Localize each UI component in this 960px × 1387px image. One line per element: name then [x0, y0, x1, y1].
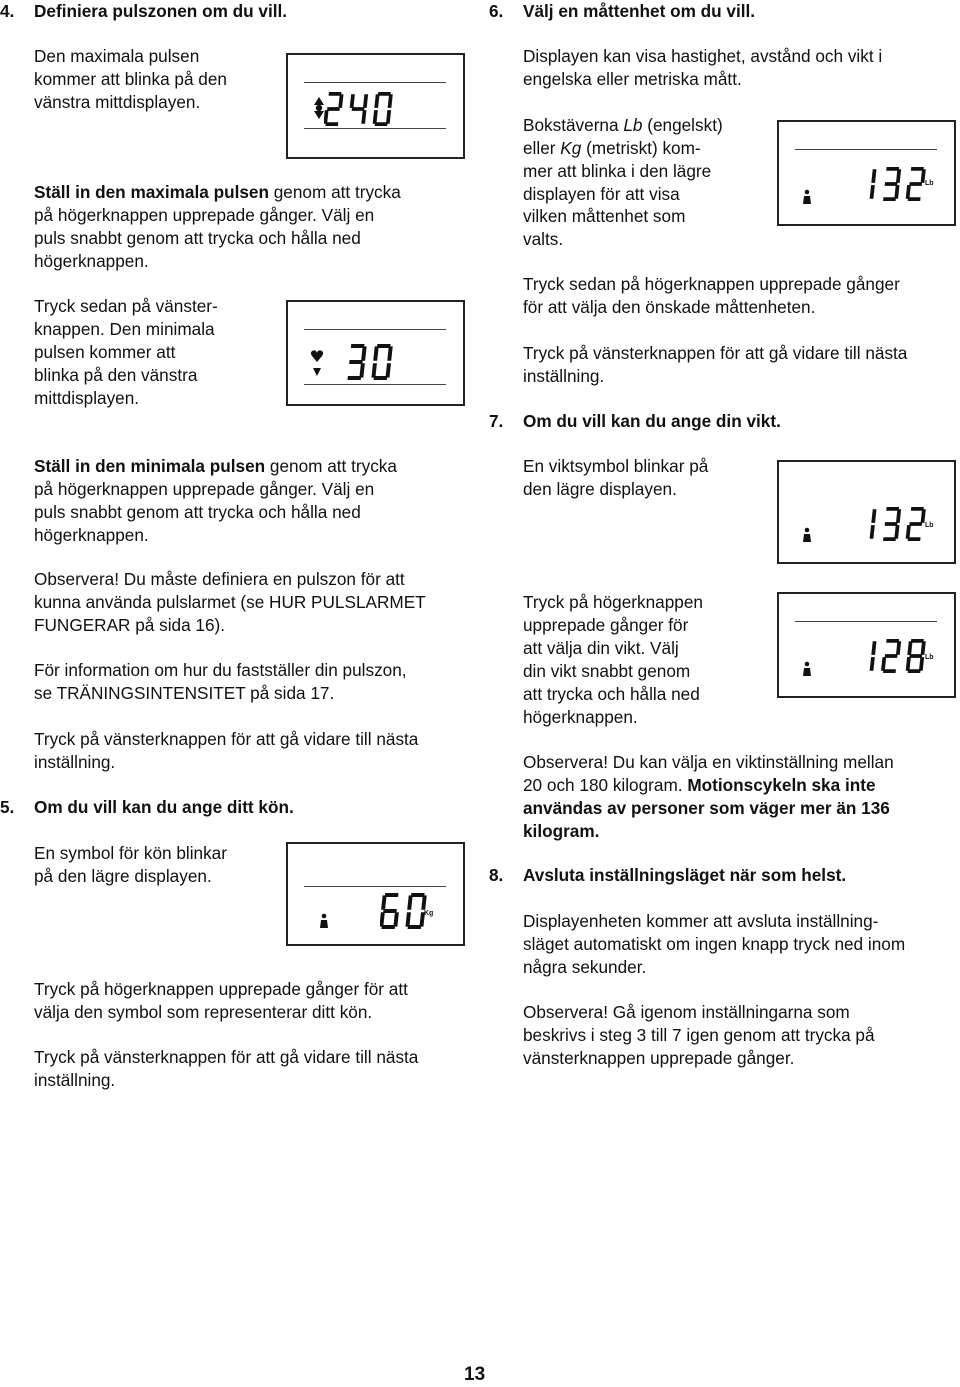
text-line: Tryck på vänsterknappen för att gå vidare till nästa [523, 343, 908, 363]
digits [324, 91, 395, 127]
text-line: kommer att blinka på den [34, 69, 227, 89]
bold-phrase: Motionscykeln ska inte [687, 775, 876, 795]
text-line: puls snabbt genom att trycka och hålla ned [34, 502, 361, 522]
segment [350, 94, 355, 108]
segment [393, 912, 398, 926]
bold-phrase: Ställ in den maximala pulsen [34, 182, 269, 202]
segment [386, 110, 391, 124]
text-line: För information om hur du fastställer din pulszon, [34, 660, 407, 680]
segment [907, 641, 912, 655]
step-heading: Välj en måttenhet om du vill. [523, 1, 756, 21]
text-line: användas av personer som väger mer än 136 [523, 798, 890, 818]
text-line: displayen för att visa [523, 184, 680, 204]
segment [908, 197, 921, 201]
page-number: 13 [464, 1364, 486, 1385]
segment [871, 169, 876, 183]
segment [349, 360, 363, 364]
text-line: se TRÄNINGSINTENSITET på sida 17. [34, 683, 335, 703]
segment [373, 110, 378, 124]
segment [388, 94, 393, 108]
step-number: 5. [0, 797, 15, 817]
text-span: genom att trycka [265, 456, 397, 476]
segment [911, 507, 924, 511]
segment [405, 912, 410, 926]
digits [857, 638, 928, 674]
segment [921, 509, 926, 523]
segment [383, 909, 397, 913]
unit-label: Lb [925, 654, 934, 661]
text-span: genom att trycka [268, 182, 401, 202]
digit-4 [348, 94, 368, 124]
segment [347, 376, 361, 380]
text-line [34, 181, 401, 204]
text-line: En viktsymbol blinkar på [523, 456, 709, 476]
segment [374, 376, 388, 380]
text-line: att trycka och hålla ned [523, 684, 700, 704]
segment [375, 122, 388, 126]
segment [870, 185, 875, 199]
digit-1 [870, 509, 877, 539]
digit-2 [881, 639, 902, 673]
segment [883, 669, 896, 673]
segment [909, 522, 922, 526]
segment [373, 346, 378, 360]
segment [338, 94, 343, 108]
unit-label: Lb [925, 522, 934, 529]
digits [346, 343, 395, 381]
console-display-gender [286, 842, 465, 946]
text-line: den lägre displayen. [523, 479, 677, 499]
segment [883, 197, 896, 201]
segment [359, 363, 364, 377]
unit-label: Lb [925, 180, 934, 187]
text-line: vilken måttenhet som [523, 206, 686, 226]
text-line: att välja din vikt. Välj [523, 638, 679, 658]
segment [885, 522, 898, 526]
step-heading: Definiera pulszonen om du vill. [34, 1, 288, 21]
digit-1 [870, 169, 877, 199]
segment [885, 654, 898, 658]
segment [380, 912, 385, 926]
segment [894, 185, 899, 199]
digit-1 [870, 641, 877, 671]
digit-2 [324, 92, 344, 126]
digit-3 [883, 507, 901, 541]
step-number: 6. [489, 1, 504, 21]
digit-0 [371, 344, 393, 380]
text-line: din vikt snabbt genom [523, 661, 691, 681]
segment [408, 925, 422, 929]
segment [909, 182, 922, 186]
digit-3 [883, 167, 901, 201]
segment [421, 895, 426, 909]
segment [870, 657, 875, 671]
segment [387, 346, 392, 360]
unit-abbrev: Lb [623, 115, 643, 135]
text-line: inställning. [34, 1070, 116, 1090]
text-line: mittdisplayen. [34, 388, 140, 408]
text-line: inställning. [34, 752, 116, 772]
segment [871, 641, 876, 655]
bold-phrase: Ställ in den minimala pulsen [34, 456, 266, 476]
text-span: 20 och 180 kilogram. [523, 775, 688, 795]
text-line: Tryck sedan på vänster- [34, 296, 218, 316]
text-line: inställning. [523, 366, 605, 386]
segment [352, 107, 365, 111]
segment [906, 657, 911, 671]
segment [911, 167, 924, 171]
person-icon [803, 662, 811, 676]
segment [361, 110, 366, 124]
unit-label: Kg [424, 910, 434, 917]
text-line: välja den symbol som representerar ditt kön. [34, 1002, 373, 1022]
digits [380, 892, 429, 930]
text-line: högerknappen. [523, 707, 638, 727]
console-display-weight-value [777, 592, 956, 698]
segment [363, 94, 368, 108]
text-line: högerknappen. [34, 525, 149, 545]
text-line: Tryck på högerknappen upprepade gånger för att [34, 979, 408, 999]
text-line: på den lägre displayen. [34, 866, 212, 886]
text-line: pulsen kommer att [34, 342, 176, 362]
text-line: En symbol för kön blinkar [34, 843, 227, 863]
text-line [34, 455, 397, 478]
text-line: Tryck sedan på högerknappen upprepade gånger [523, 274, 900, 294]
segment [324, 110, 329, 124]
text-line: Tryck på vänsterknappen för att gå vidare till nästa [34, 729, 419, 749]
text-line: kilogram. [523, 821, 600, 841]
segment [906, 185, 911, 199]
segment [327, 107, 340, 111]
segment [911, 639, 924, 643]
text-line: Tryck på högerknappen [523, 592, 703, 612]
segment [896, 169, 901, 183]
text-line: kunna använda pulslarmet (se HUR PULSLARMET [34, 592, 426, 612]
text-line: Observera! Gå igenom inställningarna som [523, 1002, 850, 1022]
segment [886, 507, 899, 511]
segment [870, 525, 875, 539]
step-number: 7. [489, 411, 504, 431]
segment [329, 92, 342, 96]
segment [896, 509, 901, 523]
text-line: knappen. Den minimala [34, 319, 215, 339]
segment [919, 657, 924, 671]
heart-arrow-icon [314, 97, 324, 119]
text-line: Tryck på vänsterknappen för att gå vidare till nästa [34, 1047, 419, 1067]
text-line: beskrivs i steg 3 till 7 igen genom att trycka på [523, 1025, 875, 1045]
segment [411, 893, 425, 897]
text-line: Den maximala pulsen [34, 46, 200, 66]
text-line: några sekunder. [523, 957, 647, 977]
text-line: blinka på den vänstra [34, 365, 198, 385]
text-line: Displayenheten kommer att avsluta inställning- [523, 911, 879, 931]
segment [906, 525, 911, 539]
segment [381, 895, 386, 909]
digit-2 [905, 167, 926, 201]
console-display-max-pulse [286, 53, 465, 159]
step-number: 8. [489, 865, 504, 885]
display-graphics [288, 844, 463, 944]
text-span: Bokstäverna [523, 115, 624, 135]
segment [381, 925, 395, 929]
text-line: mer att blinka i den lägre [523, 161, 712, 181]
segment [883, 537, 896, 541]
text-line: upprepade gånger för [523, 615, 689, 635]
text-line: engelska eller metriska mått. [523, 69, 742, 89]
console-display-unit [777, 120, 956, 226]
step-heading: Om du vill kan du ange din vikt. [523, 411, 781, 431]
step-number: 4. [0, 1, 15, 21]
digit-2 [905, 507, 926, 541]
digit-8 [905, 639, 926, 673]
text-span: (metriskt) kom- [581, 138, 701, 158]
segment [921, 641, 926, 655]
segment [407, 895, 412, 909]
digit-6 [380, 893, 401, 929]
text-line: på högerknappen upprepade gånger. Välj en [34, 479, 375, 499]
text-line: Displayen kan visa hastighet, avstånd och vikt i [523, 46, 883, 66]
person-icon [803, 190, 811, 204]
text-line: på högerknappen upprepade gånger. Välj en [34, 205, 375, 225]
segment [374, 94, 379, 108]
segment [361, 346, 366, 360]
segment [908, 537, 921, 541]
digit-3 [347, 344, 366, 380]
digit-0 [372, 92, 393, 126]
text-line: högerknappen. [34, 251, 149, 271]
text-line [523, 774, 876, 797]
segment [908, 669, 921, 673]
segment [351, 344, 365, 348]
segment [886, 167, 899, 171]
text-span: (engelskt) [642, 115, 723, 135]
segment [881, 657, 886, 671]
heart-arrow-icon [311, 350, 323, 376]
segment [325, 122, 338, 126]
console-display-weight-symbol [777, 460, 956, 564]
person-icon [803, 528, 811, 542]
text-line: vänsterknappen upprepade gånger. [523, 1048, 795, 1068]
step-heading: Avsluta inställningsläget när som helst. [523, 865, 847, 885]
text-line: för att välja den önskade måttenheten. [523, 297, 816, 317]
segment [909, 654, 922, 658]
digits [857, 166, 928, 202]
segment [896, 641, 901, 655]
segment [885, 182, 898, 186]
text-line: släget automatiskt om ingen knapp tryck ned inom [523, 934, 906, 954]
digits [857, 506, 928, 542]
segment [385, 363, 390, 377]
segment [377, 344, 391, 348]
segment [871, 509, 876, 523]
step-heading: Om du vill kan du ange ditt kön. [34, 797, 294, 817]
text-line: Observera! Du kan välja en viktinställning mellan [523, 752, 894, 772]
text-line [523, 137, 701, 160]
segment [378, 92, 391, 96]
segment [385, 893, 399, 897]
text-line: FUNGERAR på sida 16). [34, 615, 226, 635]
person-icon [320, 914, 328, 928]
segment [894, 525, 899, 539]
text-span: eller [523, 138, 561, 158]
segment [371, 363, 376, 377]
console-display-min-pulse [286, 300, 465, 406]
text-line [523, 114, 723, 137]
text-line: Observera! Du måste definiera en pulszon för att [34, 569, 405, 589]
text-line: valts. [523, 229, 564, 249]
text-line: vänstra mittdisplayen. [34, 92, 201, 112]
unit-abbrev: Kg [560, 138, 582, 158]
segment [886, 639, 899, 643]
text-line: puls snabbt genom att trycka och hålla ned [34, 228, 361, 248]
